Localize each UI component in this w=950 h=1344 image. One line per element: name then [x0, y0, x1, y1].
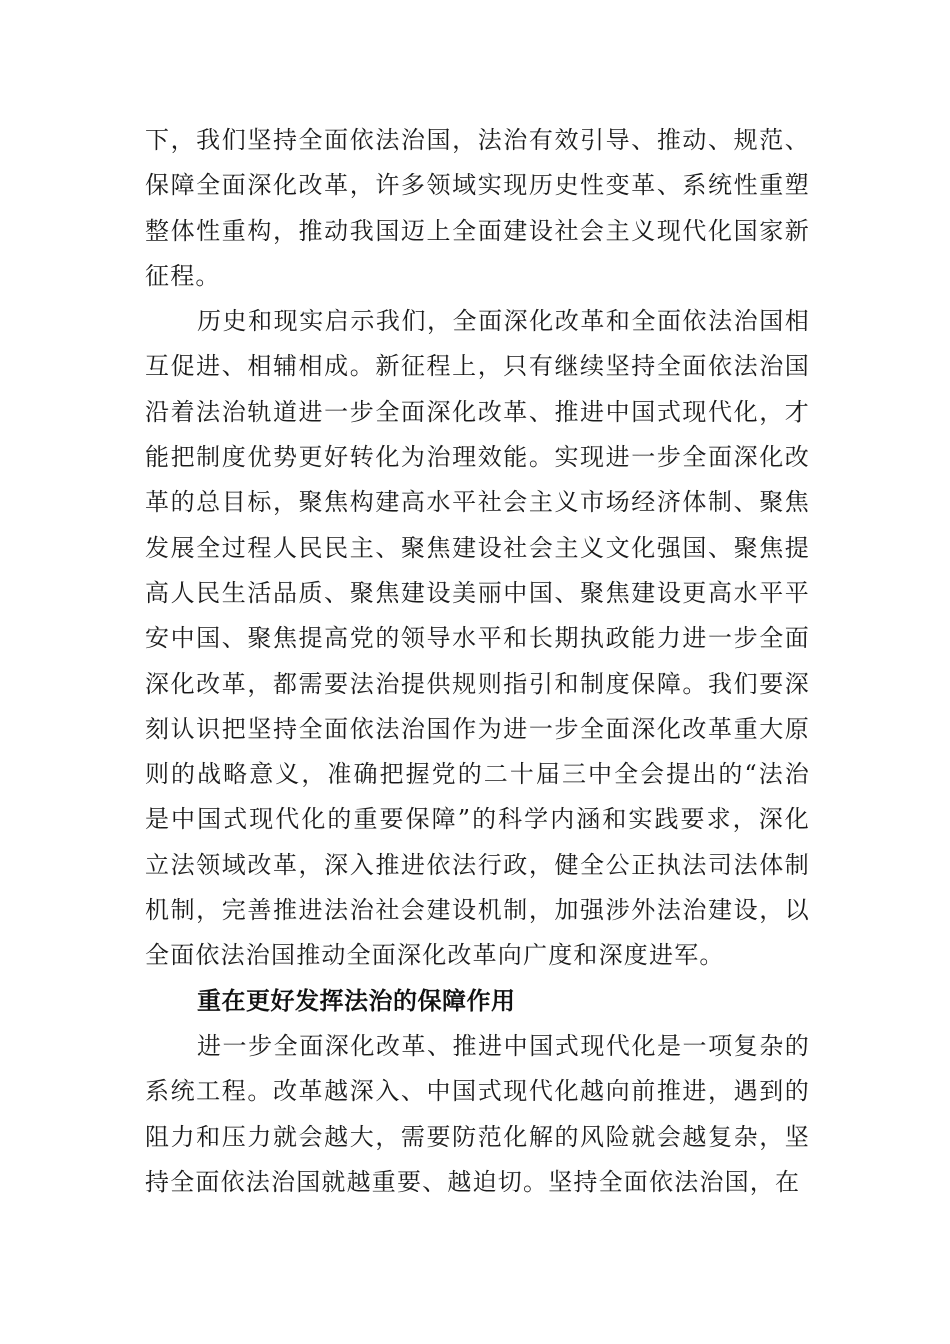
- document-page: [145, 118, 810, 1205]
- paragraph-reform-system: 进一步全面深化改革、推进中国式现代化是一项复杂的系统工程。改革越深入、中国式现代化越向前推进，遇到的阻力和压力就会越大，需要防范化解的风险就会越复杂，坚持全面依法治国就越重要、越迫切。坚持全面依法治国，在: [145, 1031, 810, 1196]
- paragraph-history-reality: 历史和现实启示我们，全面深化改革和全面依法治国相互促进、相辅相成。新征程上，只有继续坚持全面依法治国沿着法治轨道进一步全面深化改革、推进中国式现代化，才能把制度优势更好转化为治理效能。实现进一步全面深化改革的总目标，聚焦构建高水平社会主义市场经济体制、聚焦发展全过程人民民主、聚焦建设社会主义文化强国、聚焦提高人民生活品质、聚焦建设美丽中国、聚焦建设更高水平平安中国、聚焦提高党的领导水平和长期执政能力进一步全面深化改革，都需要法治提供规则指引和制度保障。我们要深刻认识把坚持全面依法治国作为进一步全面深化改革重大原则的战略意义，准确把握党的二十届三中全会提出的“法治是中国式现代化的重要保障”的科学内涵和实践要求，深化立法领域改革，深入推进依法行政，健全公正执法司法体制机制，完善推进法治社会建设机制，加强涉外法治建设，以全面依法治国推动全面深化改革向广度和深度进军。: [145, 307, 810, 970]
- paragraph-continuation: 下，我们坚持全面依法治国，法治有效引导、推动、规范、保障全面深化改革，许多领域实现历史性变革、系统性重塑整体性重构，推动我国迈上全面建设社会主义现代化国家新征程。: [145, 126, 810, 290]
- section-heading: 重在更好发挥法治的保障作用: [197, 986, 516, 1015]
